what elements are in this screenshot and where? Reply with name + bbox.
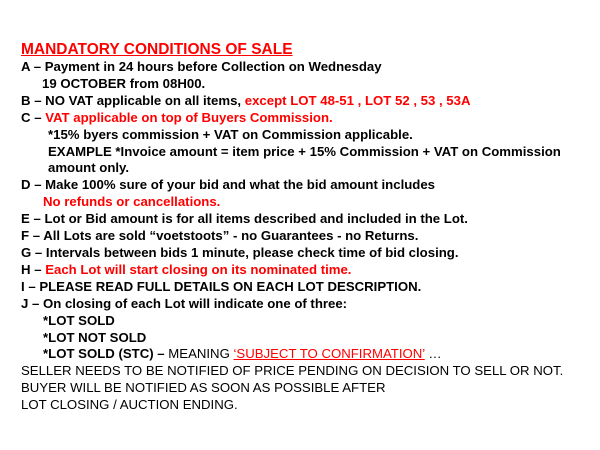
condition-a-line2: 19 OCTOBER from 08H00. bbox=[42, 75, 206, 91]
page-title: MANDATORY CONDITIONS OF SALE bbox=[21, 41, 293, 58]
condition-a-line1: A – Payment in 24 hours before Collection on Wednesday bbox=[21, 59, 382, 74]
condition-c-sub2: EXAMPLE *Invoice amount = item price + 15% Commission + VAT on Commission bbox=[48, 143, 561, 159]
condition-d-line1: D – Make 100% sure of your bid and what the bid amount includes bbox=[21, 177, 436, 193]
stc-ellipsis: … bbox=[424, 346, 442, 362]
footer-line1: SELLER NEEDS TO BE NOTIFIED OF PRICE PENDING ON DECISION TO SELL OR NOT. bbox=[21, 363, 564, 379]
condition-c bbox=[21, 110, 596, 127]
condition-b bbox=[21, 93, 596, 110]
condition-j-option-stc bbox=[21, 346, 596, 363]
condition-b-highlight: except LOT 48-51 , LOT 52 , 53 , 53A bbox=[244, 92, 471, 108]
footer-line2: BUYER WILL BE NOTIFIED AS SOON AS POSSIBLE AFTER bbox=[21, 380, 386, 396]
condition-h bbox=[21, 262, 596, 279]
condition-h-text: H – bbox=[21, 261, 46, 277]
stc-label: *LOT SOLD (STC) – bbox=[43, 346, 165, 362]
stc-meaning: MEANING bbox=[164, 346, 234, 362]
condition-h-highlight: Each Lot will start closing on its nominated time. bbox=[45, 261, 352, 277]
condition-j-option-sold: *LOT SOLD bbox=[43, 312, 115, 328]
footer-line3: LOT CLOSING / AUCTION ENDING. bbox=[21, 397, 238, 413]
condition-g: G – Intervals between bids 1 minute, please check time of bid closing. bbox=[21, 244, 459, 260]
condition-j-option-not-sold: *LOT NOT SOLD bbox=[43, 329, 147, 345]
condition-c-highlight: VAT applicable on top of Buyers Commission. bbox=[45, 109, 333, 125]
condition-c-sub3: amount only. bbox=[48, 160, 130, 176]
condition-i: I – PLEASE READ FULL DETAILS ON EACH LOT DESCRIPTION. bbox=[21, 278, 422, 294]
condition-d-line2: No refunds or cancellations. bbox=[43, 194, 221, 210]
condition-c-text: C – bbox=[21, 109, 46, 125]
condition-c-sub1: *15% byers commission + VAT on Commission applicable. bbox=[48, 126, 413, 142]
conditions-slide bbox=[21, 40, 596, 414]
condition-e: E – Lot or Bid amount is for all items described and included in the Lot. bbox=[21, 211, 468, 227]
condition-b-text: B – NO VAT applicable on all items, bbox=[21, 92, 245, 108]
condition-j-line1: J – On closing of each Lot will indicate one of three: bbox=[21, 295, 348, 311]
condition-f: F – All Lots are sold “voetstoots” - no Guarantees - no Returns. bbox=[21, 228, 419, 244]
stc-subject-to-confirmation: ‘SUBJECT TO CONFIRMATION’ bbox=[233, 346, 425, 362]
